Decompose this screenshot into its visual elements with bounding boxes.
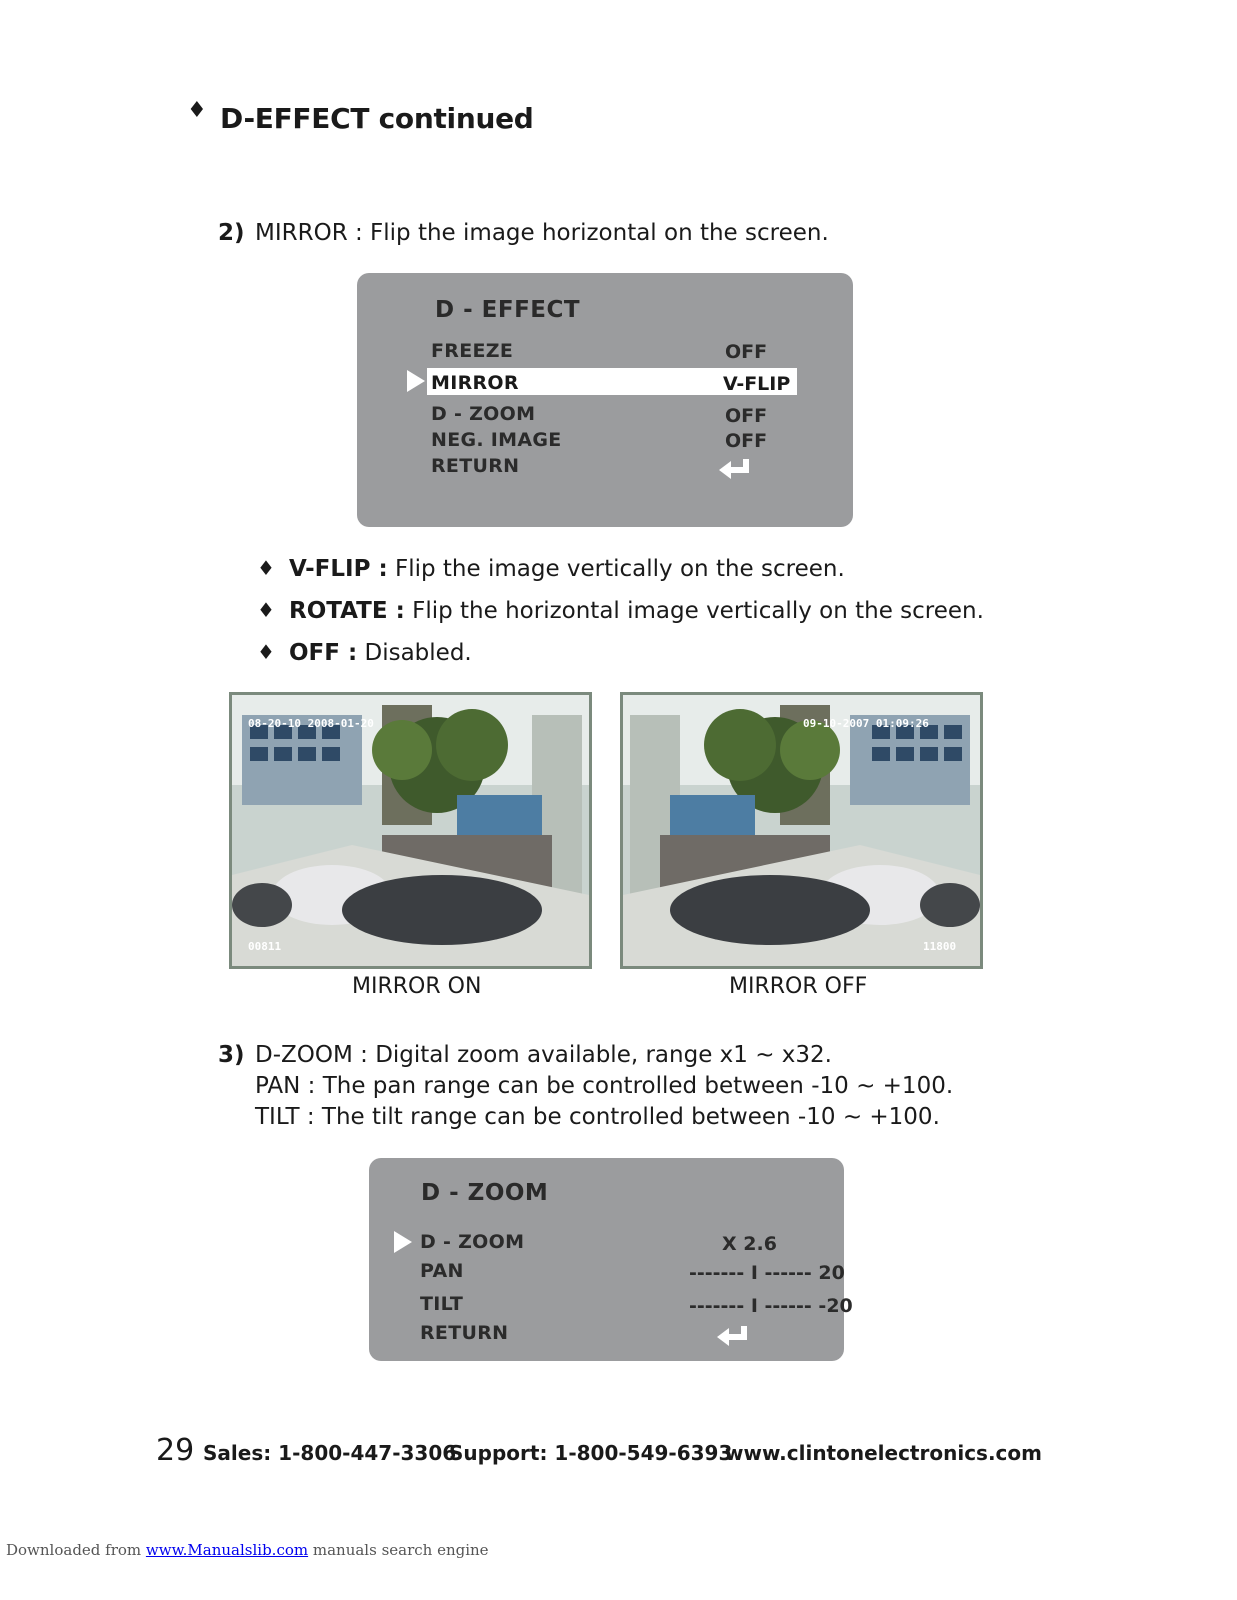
mirror-off-caption: MIRROR OFF (729, 974, 868, 999)
selection-arrow-icon (407, 370, 425, 392)
step-number: 2) (218, 220, 245, 246)
option-term: ROTATE : (289, 598, 405, 624)
osd-item-dzoom[interactable]: D - ZOOM (431, 403, 536, 425)
manualslib-link[interactable]: www.Manualslib.com (145, 1541, 309, 1559)
diamond-bullet-icon: ♦ (257, 640, 275, 664)
selection-arrow-icon (394, 1231, 412, 1253)
diamond-bullet-icon: ♦ (257, 598, 275, 622)
dzoom-paragraph (218, 1042, 958, 1137)
diamond-bullet-icon: ♦ (257, 556, 275, 580)
osd-item-neg-image[interactable]: NEG. IMAGE (431, 429, 562, 451)
mirror-paragraph (218, 220, 918, 250)
download-note (6, 1541, 489, 1559)
sales-phone: Sales: 1-800-447-3306 (203, 1441, 457, 1465)
option-rotate (257, 598, 984, 628)
osd-value-dzoom: OFF (725, 405, 768, 427)
return-arrow-icon (715, 1324, 749, 1350)
page-number: 29 (156, 1433, 195, 1468)
osd-value-tilt: ------- I ------ -20 (689, 1295, 853, 1317)
diamond-bullet-icon: ♦ (187, 98, 207, 123)
website[interactable]: www.clintonelectronics.com (725, 1441, 1042, 1465)
osd-item-dzoom[interactable]: D - ZOOM (420, 1231, 525, 1253)
mirror-on-caption: MIRROR ON (352, 974, 482, 999)
osd-value-pan: ------- I ------ 20 (689, 1262, 845, 1284)
option-off (257, 640, 957, 670)
osd-item-pan[interactable]: PAN (420, 1260, 464, 1282)
option-vflip (257, 556, 957, 586)
osd-value-freeze: OFF (725, 341, 768, 363)
osd-menu-title: D - EFFECT (435, 297, 581, 323)
osd-item-return[interactable]: RETURN (431, 455, 520, 477)
page-footer (156, 1433, 1056, 1473)
dzoom-osd-menu (369, 1158, 853, 1361)
option-desc: Flip the image vertically on the screen. (387, 556, 845, 582)
osd-timestamp: 09-10-2007 01:09:26 (803, 717, 929, 730)
osd-item-return[interactable]: RETURN (420, 1322, 509, 1344)
osd-timestamp: 08-20-10 2008-01-20 (248, 717, 374, 730)
option-term: OFF : (289, 640, 358, 666)
osd-counter: 11800 (923, 940, 957, 953)
osd-menu-title: D - ZOOM (421, 1180, 549, 1206)
osd-value-mirror: V-FLIP (723, 373, 791, 395)
support-phone: Support: 1-800-549-6393 (449, 1441, 733, 1465)
download-prefix: Downloaded from (6, 1541, 146, 1559)
osd-counter: 00811 (248, 940, 282, 953)
osd-value-neg-image: OFF (725, 430, 768, 452)
download-suffix: manuals search engine (308, 1541, 489, 1559)
return-arrow-icon (717, 457, 751, 483)
osd-item-tilt[interactable]: TILT (420, 1293, 464, 1315)
osd-item-freeze[interactable]: FREEZE (431, 340, 514, 362)
pan-line: PAN : The pan range can be controlled between -10 ~ +100. (255, 1073, 954, 1099)
tilt-line: TILT : The tilt range can be controlled between -10 ~ +100. (255, 1104, 940, 1130)
osd-value-dzoom: X 2.6 (722, 1233, 777, 1255)
osd-item-mirror[interactable]: MIRROR (431, 372, 519, 394)
step-number: 3) (218, 1042, 245, 1068)
dzoom-line: D-ZOOM : Digital zoom available, range x1 ~ x32. (255, 1042, 832, 1068)
mirror-on-photo (229, 692, 592, 969)
deffect-osd-menu (357, 273, 853, 527)
section-heading-text: D-EFFECT continued (220, 102, 534, 135)
mirror-description: MIRROR : Flip the image horizontal on the screen. (255, 220, 829, 246)
option-desc: Flip the horizontal image vertically on the screen. (404, 598, 984, 624)
mirror-off-photo (620, 692, 983, 969)
option-desc: Disabled. (357, 640, 472, 666)
option-term: V-FLIP : (289, 556, 388, 582)
